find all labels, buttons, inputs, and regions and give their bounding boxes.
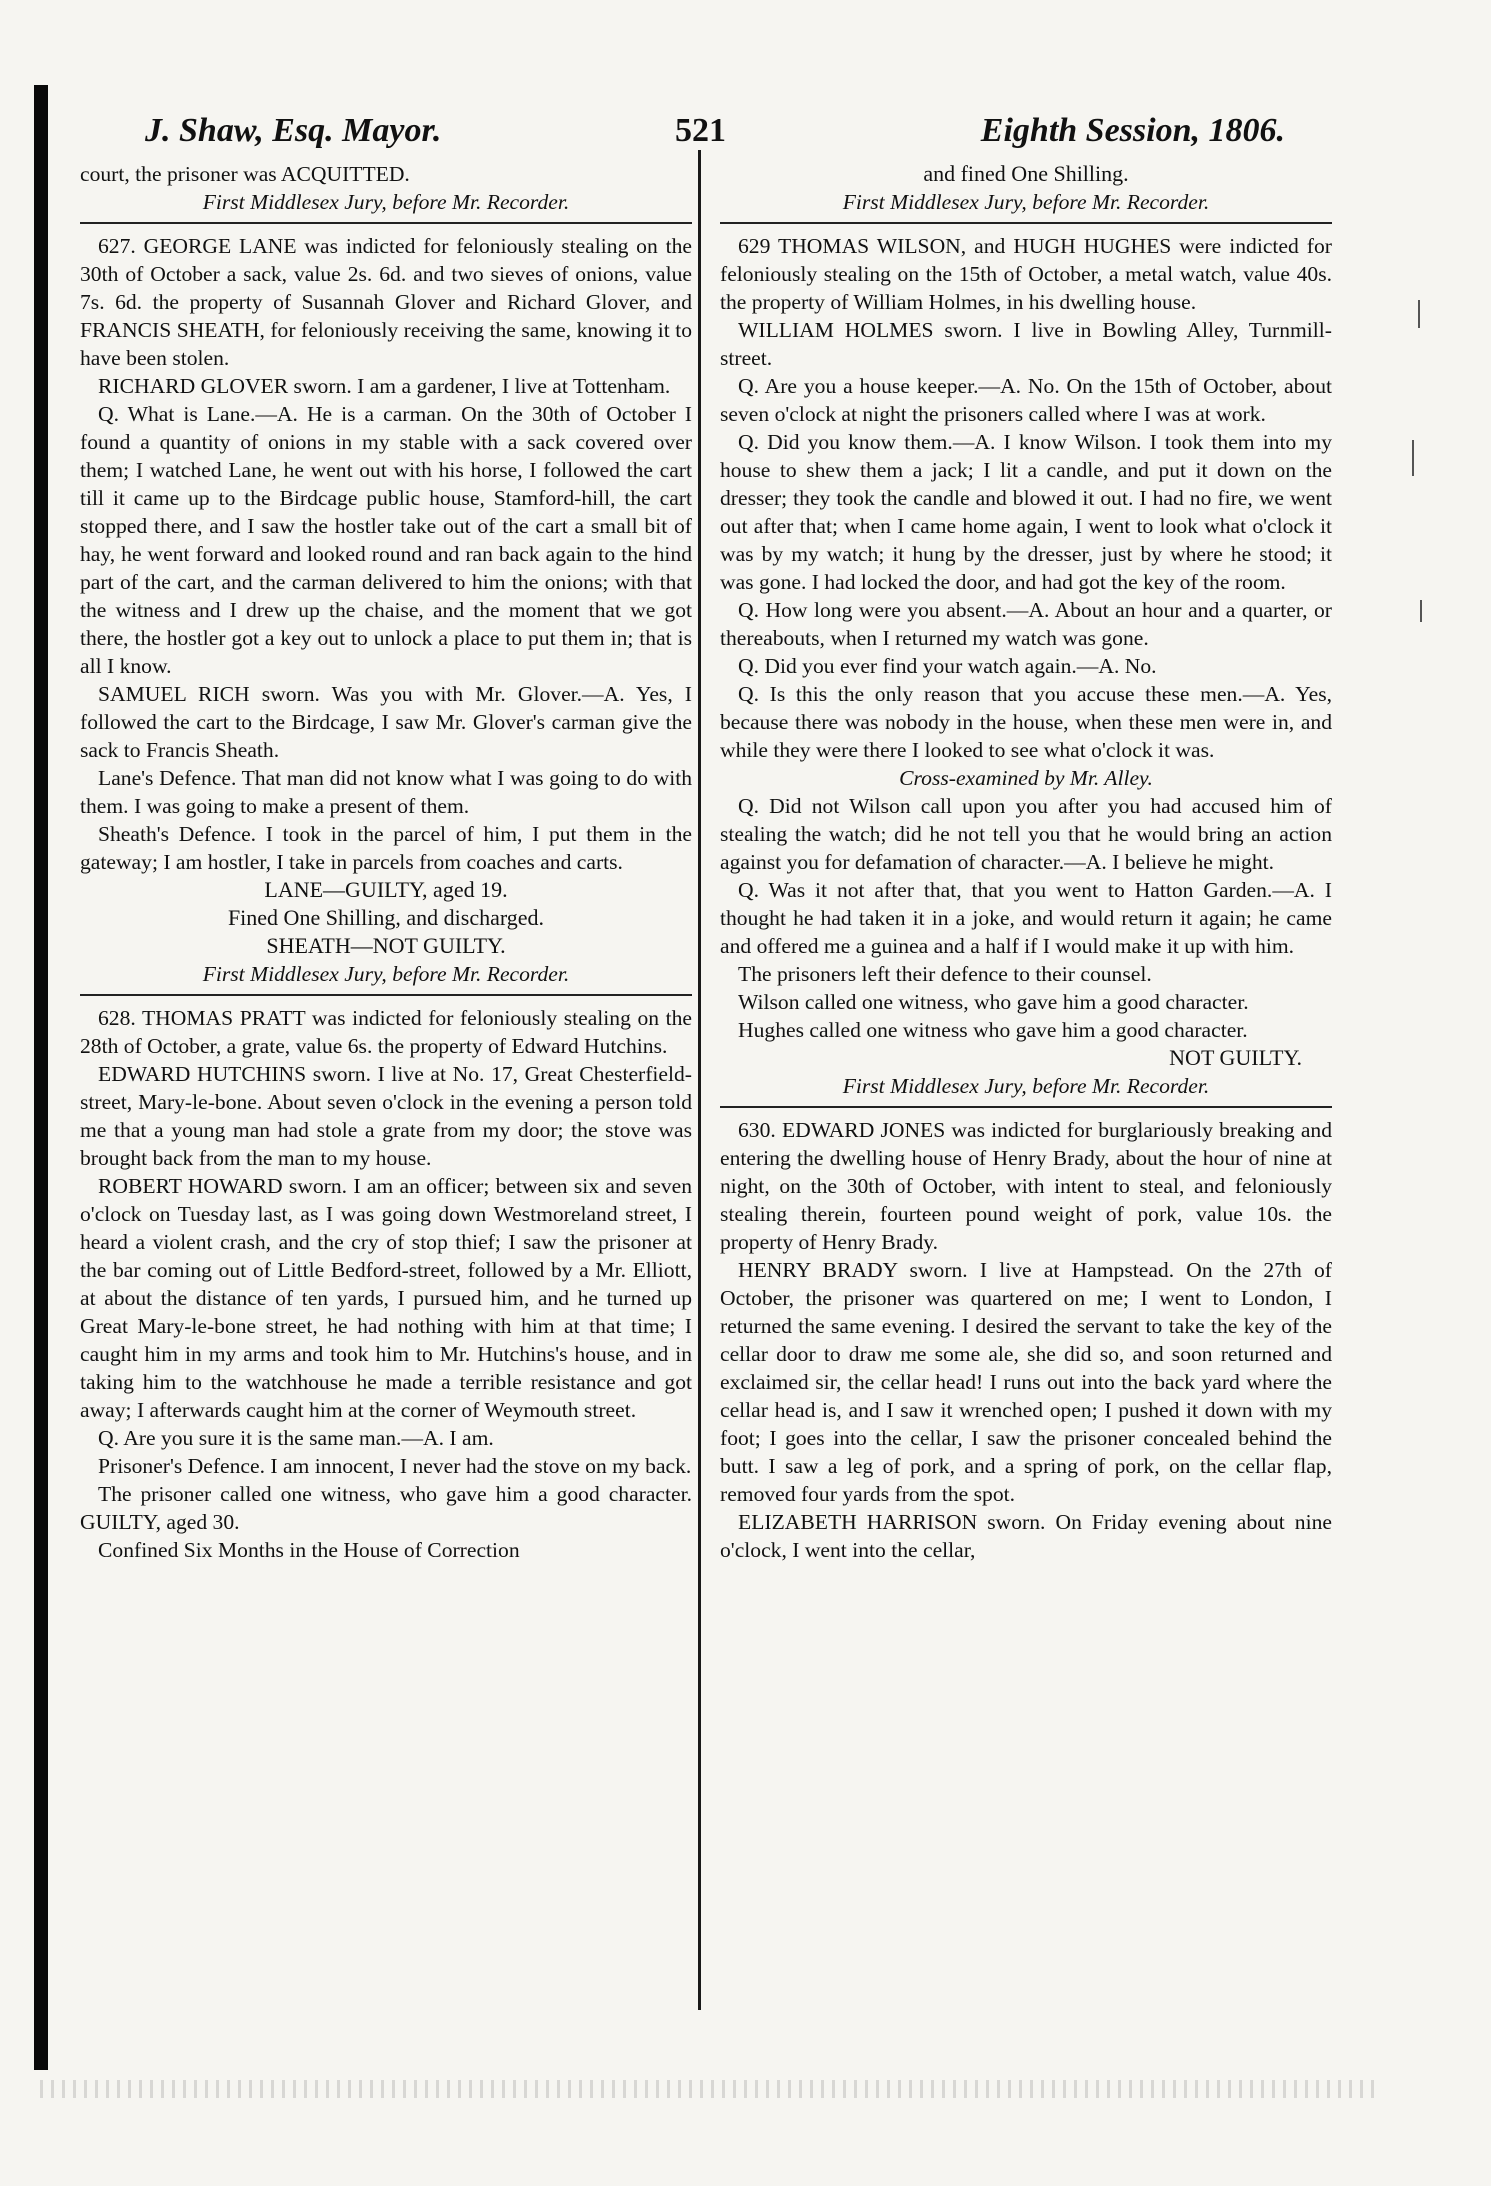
verdict-line: Fined One Shilling, and discharged.	[227, 905, 545, 930]
jury-line: First Middlesex Jury, before Mr. Recorder.	[202, 962, 570, 986]
section-divider	[80, 994, 692, 996]
paragraph: SAMUEL RICH sworn. Was you with Mr. Glover.—A. Yes, I followed the cart to the Birdcage, I saw Mr. Glover's carman give the sack to Francis Sheath.	[80, 682, 692, 762]
paragraph: Q. How long were you absent.—A. About an hour and a quarter, or thereabouts, when I returned my watch was gone.	[720, 598, 1332, 650]
verdict-line: SHEATH—NOT GUILTY.	[266, 933, 506, 958]
paragraph: HENRY BRADY sworn. I live at Hampstead. On the 27th of October, the prisoner was quartered on me; I went to London, I returned the same evening. I desired the servant to take the key of the cellar door to draw me some ale, she did so, and soon returned and exclaimed sir, the cellar head! I runs out into the back yard where the cellar head is, and I saw it wrenched open; I pushed it down with my foot; I goes into the cellar, I saw the prisoner concealed behind the butt. I saw a leg of pork, and a spring of pork, on the cellar flap, removed four yards from the spot.	[720, 1258, 1332, 1506]
continuation-text: court, the prisoner was ACQUITTED.	[80, 162, 410, 186]
margin-mark	[1412, 440, 1414, 476]
column-rule	[698, 150, 701, 2010]
page-header	[145, 112, 1285, 162]
jury-line: First Middlesex Jury, before Mr. Recorder.	[202, 190, 570, 214]
paragraph: Lane's Defence. That man did not know what I was going to do with them. I was going to make a present of them.	[80, 766, 692, 818]
paragraph: Confined Six Months in the House of Correction	[98, 1538, 520, 1562]
paragraph: The prisoner called one witness, who gave him a good character. GUILTY, aged 30.	[80, 1482, 692, 1534]
header-left: J. Shaw, Esq. Mayor.	[145, 112, 442, 149]
section-divider	[80, 222, 692, 224]
paragraph: 630. EDWARD JONES was indicted for burglariously breaking and entering the dwelling house of Henry Brady, about the hour of nine at night, on the 30th of October, with intent to steal, and feloniously stealing therein, fourteen pound weight of pork, value 10s. the property of Henry Brady.	[720, 1118, 1332, 1254]
verdict-line: LANE—GUILTY, aged 19.	[264, 877, 508, 902]
left-column	[80, 160, 692, 1564]
paragraph: Hughes called one witness who gave him a good character.	[738, 1018, 1248, 1042]
paragraph: Q. Was it not after that, that you went to Hatton Garden.—A. I thought he had taken it in a joke, and would return it again; he came and offered me a guinea and a half if I would make it up with him.	[720, 878, 1332, 958]
paragraph: Q. Did not Wilson call upon you after you had accused him of stealing the watch; did he not tell you that he would bring an action against you for defamation of character.—A. I believe he might.	[720, 794, 1332, 874]
margin-mark	[1418, 300, 1420, 328]
margin-mark	[1420, 600, 1422, 622]
paragraph: Sheath's Defence. I took in the parcel of him, I put them in the gateway; I am hostler, I take in parcels from coaches and carts.	[80, 822, 692, 874]
paragraph: Wilson called one witness, who gave him a good character.	[738, 990, 1249, 1014]
paragraph: WILLIAM HOLMES sworn. I live in Bowling Alley, Turnmill-street.	[720, 318, 1332, 370]
scan-smudge	[40, 2080, 1380, 2098]
paragraph: 627. GEORGE LANE was indicted for feloniously stealing on the 30th of October a sack, value 2s. 6d. and two sieves of onions, value 7s. 6d. the property of Susannah Glover and Richard Glover, and FRANCIS SHEATH, for feloniously receiving the same, knowing it to have been stolen.	[80, 234, 692, 370]
paragraph: Q. Is this the only reason that you accuse these men.—A. Yes, because there was nobody in the house, when these men were in, and while they were there I looked to see what o'clock it was.	[720, 682, 1332, 762]
paragraph: Q. Did you know them.—A. I know Wilson. I took them into my house to shew them a jack; I lit a candle, and put it down on the dresser; they took the candle and blowed it out. I had no fire, we went out after that; when I came home again, I went to look what o'clock it was by my watch; it hung by the dresser, just by where he stood; it was gone. I had locked the door, and had got the key of the room.	[720, 430, 1332, 594]
jury-line: First Middlesex Jury, before Mr. Recorder.	[842, 1074, 1210, 1098]
paragraph: The prisoners left their defence to their counsel.	[738, 962, 1152, 986]
paragraph: ELIZABETH HARRISON sworn. On Friday evening about nine o'clock, I went into the cellar,	[720, 1510, 1332, 1562]
right-column	[720, 160, 1332, 1564]
paragraph: Q. Are you a house keeper.—A. No. On the 15th of October, about seven o'clock at night the prisoners called where I was at work.	[720, 374, 1332, 426]
section-divider	[720, 1106, 1332, 1108]
binding-edge	[34, 85, 48, 2070]
paragraph: Q. Did you ever find your watch again.—A. No.	[738, 654, 1157, 678]
paragraph: ROBERT HOWARD sworn. I am an officer; between six and seven o'clock on Tuesday last, as I was going down Westmoreland street, I heard a violent crash, and the cry of stop thief; I saw the prisoner at the bar coming out of Little Bedford-street, followed by a Mr. Elliott, at about the distance of ten yards, I pursued him, and he turned up Great Mary-le-bone street, he had nothing with him at that time; I caught him in my arms and took him to Mr. Hutchins's house, and in taking him to the watchhouse he made a terrible resistance and got away; I afterwards caught him at the corner of Weymouth street.	[80, 1174, 692, 1422]
section-divider	[720, 222, 1332, 224]
paragraph: 628. THOMAS PRATT was indicted for feloniously stealing on the 28th of October, a grate, value 6s. the property of Edward Hutchins.	[80, 1006, 692, 1058]
jury-line: Cross-examined by Mr. Alley.	[899, 766, 1153, 790]
header-right: Eighth Session, 1806.	[980, 112, 1285, 149]
jury-line: First Middlesex Jury, before Mr. Recorder.	[842, 190, 1210, 214]
verdict-line: NOT GUILTY.	[1169, 1045, 1302, 1070]
paragraph: Q. What is Lane.—A. He is a carman. On the 30th of October I found a quantity of onions in my stable with a sack covered over them; I watched Lane, he went out with his horse, I followed the cart till it came up to the Birdcage public house, Stamford-hill, the cart stopped there, and I saw the hostler take out of the cart a small bit of hay, he went forward and looked round and ran back again to the hind part of the cart, and the carman delivered to him the onions; with that the witness and I drew up the chaise, and the moment that we got there, the hostler got a key out to unlock a place to put them in; that is all I know.	[80, 402, 692, 678]
paragraph: EDWARD HUTCHINS sworn. I live at No. 17, Great Chesterfield-street, Mary-le-bone. About seven o'clock in the evening a person told me that a young man had stole a grate from my door; the stove was brought back from the man to my house.	[80, 1062, 692, 1170]
paragraph: Q. Are you sure it is the same man.—A. I am.	[98, 1426, 494, 1450]
verdict-line: and fined One Shilling.	[923, 161, 1129, 186]
paragraph: Prisoner's Defence. I am innocent, I never had the stove on my back.	[98, 1454, 692, 1478]
page-number: 521	[675, 112, 726, 149]
paragraph: RICHARD GLOVER sworn. I am a gardener, I live at Tottenham.	[98, 374, 671, 398]
paragraph: 629 THOMAS WILSON, and HUGH HUGHES were indicted for feloniously stealing on the 15th of October, a metal watch, value 40s. the property of William Holmes, in his dwelling house.	[720, 234, 1332, 314]
